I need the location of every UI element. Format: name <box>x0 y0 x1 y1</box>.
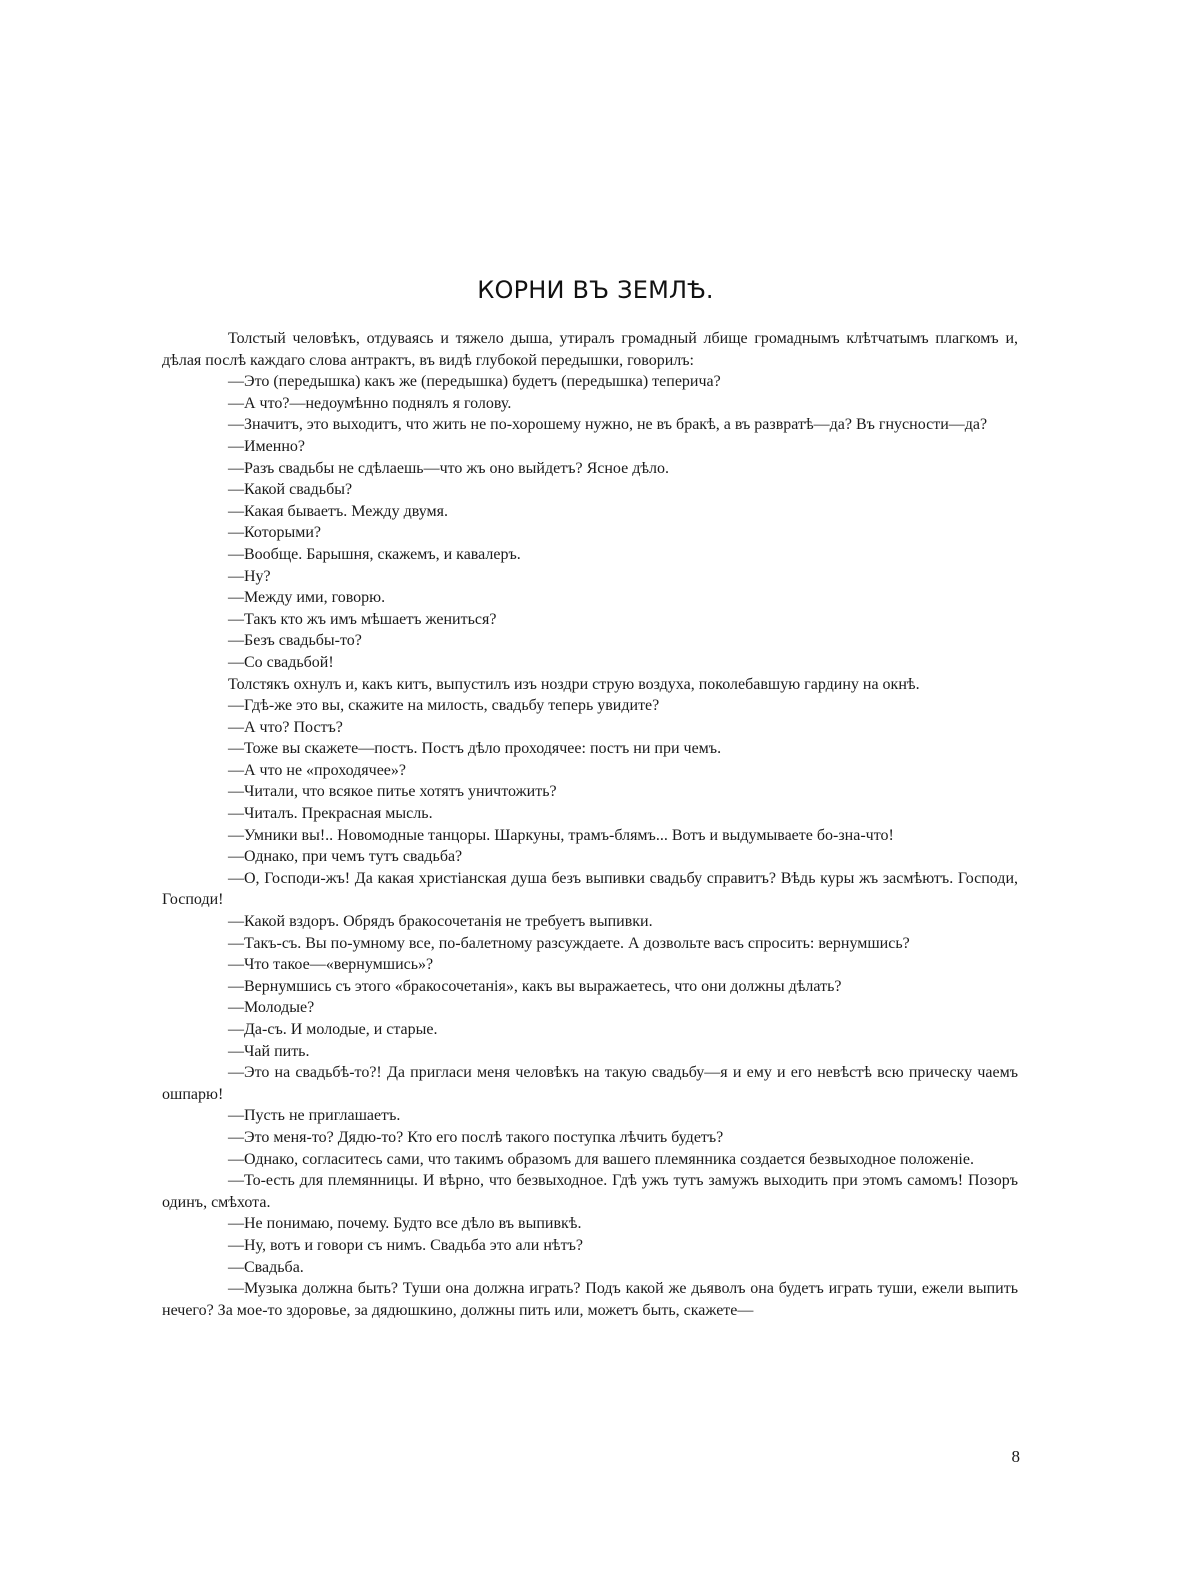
paragraph: Толстякъ охнулъ и, какъ китъ, выпустилъ изъ ноздри струю воздуха, поколебавшую гардину на окнѣ. <box>228 675 920 693</box>
paragraph: —Разъ свадьбы не сдѣлаешь—что жъ оно выйдетъ? Ясное дѣло. <box>228 459 670 477</box>
paragraph: —Тоже вы скажете—постъ. Постъ дѣло проходячее: постъ ни при чемъ. <box>228 740 722 758</box>
paragraph: —Умники вы!.. Новомодные танцоры. Шаркуны, трамъ-блямъ... Вотъ и выдумываете бо-зна-что! <box>228 826 894 844</box>
paragraph: —Да-съ. И молодые, и старые. <box>228 1021 438 1038</box>
paragraph: —Однако, при чемъ тутъ свадьба? <box>228 848 463 866</box>
paragraph: —Чай пить. <box>228 1042 310 1060</box>
paragraph: —Свадьба. <box>228 1258 304 1276</box>
paragraph: —Это на свадьбѣ-то?! Да пригласи меня человѣкъ на такую свадьбу—я и ему и его невѣстѣ всю прическу чаемъ ошпарю! <box>162 1064 1018 1103</box>
paragraph: —О, Господи-жъ! Да какая христiанская душа безъ выпивки свадьбу справитъ? Вѣдь куры жъ засмѣютъ. Господи, Господи! <box>162 869 1018 909</box>
page-number: 8 <box>1011 1447 1020 1466</box>
paragraph: —Какой вздоръ. Обрядъ бракосочетанiя не требуетъ выпивки. <box>228 913 653 931</box>
paragraph: —То-есть для племянницы. И вѣрно, что безвыходное. Гдѣ ужъ тутъ замужъ выходить при этомъ самомъ! Позоръ одинъ, смѣхота. <box>162 1172 1018 1211</box>
paragraph: —Это меня-то? Дядю-то? Кто его послѣ такого поступка лѣчить будетъ? <box>228 1128 724 1146</box>
paragraph: —Читали, что всякое питье хотятъ уничтожить? <box>228 783 557 801</box>
paragraph: —Ну, вотъ и говори съ нимъ. Свадьба это али нѣтъ? <box>228 1236 583 1254</box>
paragraph: —Такъ кто жъ имъ мѣшаетъ жениться? <box>228 610 497 628</box>
paragraph: —Это (передышка) какъ же (передышка) будетъ (передышка) теперича? <box>228 373 721 391</box>
paragraph: —Которыми? <box>228 524 321 542</box>
paragraph: —Читалъ. Прекрасная мысль. <box>228 805 433 823</box>
paragraph: —Пусть не приглашаетъ. <box>228 1107 401 1125</box>
paragraph: —Вообще. Барышня, скажемъ, и кавалеръ. <box>228 545 521 563</box>
paragraph: —Гдѣ-же это вы, скажите на милость, свадьбу теперь увидите? <box>228 697 660 715</box>
paragraph: —Со свадьбой! <box>228 653 334 671</box>
paragraph: —Что такое—«вернумшись»? <box>228 956 434 974</box>
paragraph: —Не понимаю, почему. Будто все дѣло въ выпивкѣ. <box>228 1215 582 1233</box>
paragraph: —Безъ свадьбы-то? <box>228 632 362 650</box>
paragraph: —Такъ-съ. Вы по-умному все, по-балетному разсуждаете. А дозвольте васъ спросить: вернумшись? <box>228 934 910 952</box>
paragraph: —Ну? <box>228 567 271 585</box>
page-title: КОРНИ ВЪ ЗЕМЛѢ. <box>477 276 714 304</box>
paragraph: —Однако, согласитесь сами, что такимъ образомъ для вашего племянника создается безвыходное положенiе. <box>228 1150 974 1168</box>
story-text <box>162 328 1018 1321</box>
paragraph: —Именно? <box>228 437 306 455</box>
paragraph: —Молодые? <box>228 999 315 1017</box>
paragraph: —Музыка должна быть? Туши она должна играть? Подъ какой же дьяволъ она будетъ играть туши, ежели выпить нечего? За мое-то здоровье, за дядюшкино, должны пить или, можетъ быть, скажете— <box>162 1280 1018 1319</box>
paragraph: —Значитъ, это выходитъ, что жить не по-хорошему нужно, не въ бракѣ, а въ развратѣ—да? Въ гнусности—да? <box>228 416 988 434</box>
paragraph: Толстый человѣкъ, отдуваясь и тяжело дыша, утиралъ громадный лбище громаднымъ клѣтчатымъ плагкомъ и, дѣлая послѣ каждаго слова антрактъ, въ видѣ глубокой передышки, говорилъ: <box>162 330 1018 369</box>
paragraph: —А что не «проходячее»? <box>228 761 406 779</box>
paragraph: —Какая бываетъ. Между двумя. <box>228 502 448 520</box>
paragraph: —Между ими, говорю. <box>228 589 386 607</box>
paragraph: —А что? Постъ? <box>228 718 343 736</box>
paragraph: —А что?—недоумѣнно поднялъ я голову. <box>228 394 512 412</box>
paragraph: —Какой свадьбы? <box>228 481 353 499</box>
paragraph: —Вернумшись съ этого «бракосочетанiя», какъ вы выражаетесь, что они должны дѣлать? <box>228 977 842 995</box>
